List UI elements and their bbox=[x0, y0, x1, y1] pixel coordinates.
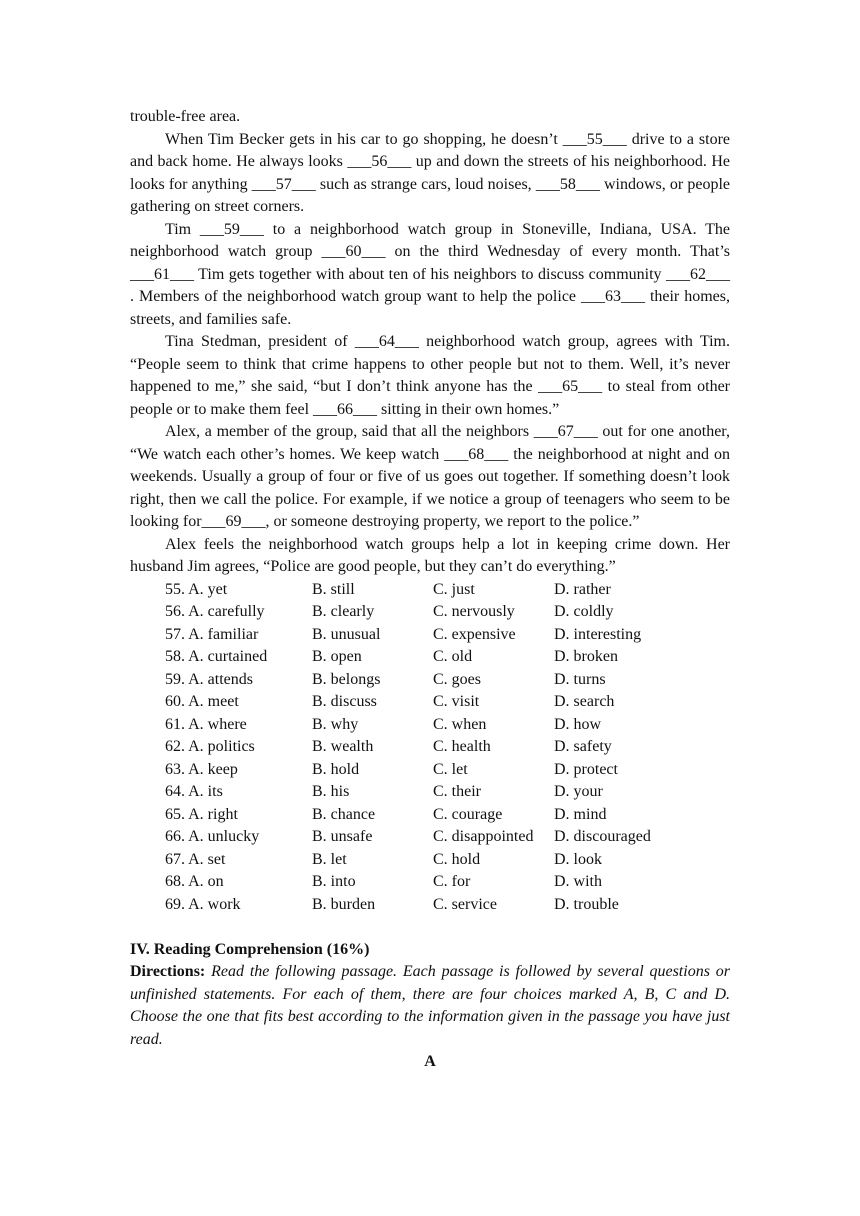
option-d: D. turns bbox=[554, 670, 606, 688]
option-c: C. nervously bbox=[433, 603, 515, 620]
option-a: 59. A. attends bbox=[165, 670, 253, 688]
directions-label: Directions: bbox=[130, 963, 206, 980]
option-c: C. courage bbox=[433, 805, 503, 823]
option-a: 68. A. on bbox=[165, 873, 224, 890]
option-b: B. open bbox=[312, 648, 362, 665]
option-c: C. expensive bbox=[433, 625, 516, 643]
option-d: D. mind bbox=[554, 805, 607, 823]
option-b: B. burden bbox=[312, 895, 376, 913]
option-d: D. search bbox=[554, 693, 615, 710]
option-c: C. disappointed bbox=[433, 828, 534, 845]
option-b: B. chance bbox=[312, 805, 376, 823]
option-a: 63. A. keep bbox=[165, 760, 238, 778]
option-d: D. with bbox=[554, 873, 602, 890]
option-c: C. health bbox=[433, 738, 491, 755]
option-c: C. when bbox=[433, 715, 487, 733]
option-row bbox=[165, 871, 694, 894]
option-a: 61. A. where bbox=[165, 715, 247, 733]
options-table bbox=[165, 579, 694, 917]
spacer bbox=[130, 916, 730, 939]
passage-paragraph-4: Alex, a member of the group, said that all the neighbors ___67___ out for one another, “We watch each other’s homes. We keep watch ___68___ the neighborhood at night and on weekends. Usually a group of four or five of us goes out together. If something doesn’t look right, then we call the police. For example, if we notice a group of teenagers who seem to be looking for___69___, or someone destroying property, we report to the police.” bbox=[130, 423, 730, 530]
option-b: B. wealth bbox=[312, 738, 374, 755]
option-b: B. into bbox=[312, 873, 356, 890]
option-row bbox=[165, 669, 694, 692]
option-row bbox=[165, 849, 694, 872]
option-c: C. hold bbox=[433, 850, 481, 868]
option-b: B. why bbox=[312, 715, 359, 733]
option-c: C. their bbox=[433, 783, 481, 800]
option-c: C. visit bbox=[433, 693, 480, 710]
option-row bbox=[165, 804, 694, 827]
option-c: C. goes bbox=[433, 670, 481, 688]
option-c: C. let bbox=[433, 760, 468, 778]
option-d: D. your bbox=[554, 783, 603, 800]
option-b: B. unusual bbox=[312, 625, 381, 643]
passage-paragraph-2: Tim ___59___ to a neighborhood watch group in Stoneville, Indiana, USA. The neighborhood watch group ___60___ on the third Wednesday of every month. That’s ___61___ Tim gets together with about ten of his neighbors to discuss community ___62___ . Members of the neighborhood watch group want to help the police ___63___ their homes, streets, and families safe. bbox=[130, 220, 730, 328]
option-a: 60. A. meet bbox=[165, 693, 239, 710]
option-b: B. clearly bbox=[312, 603, 375, 620]
option-d: D. coldly bbox=[554, 603, 614, 620]
option-row bbox=[165, 736, 694, 759]
option-a: 55. A. yet bbox=[165, 580, 228, 598]
option-a: 62. A. politics bbox=[165, 738, 255, 755]
option-d: D. protect bbox=[554, 760, 618, 778]
option-d: D. broken bbox=[554, 648, 618, 665]
option-row bbox=[165, 601, 694, 624]
option-row bbox=[165, 781, 694, 804]
option-b: B. unsafe bbox=[312, 828, 373, 845]
option-c: C. for bbox=[433, 873, 471, 890]
option-row bbox=[165, 691, 694, 714]
option-row bbox=[165, 624, 694, 647]
directions-text: Read the following passage. Each passage is followed by several questions or unfinished statements. For each of them, there are four choices marked A, B, C and D. Choose the one that fits best according to the information given in the passage you have just read. bbox=[130, 963, 730, 1048]
option-row bbox=[165, 894, 694, 917]
option-d: D. interesting bbox=[554, 625, 642, 643]
option-d: D. how bbox=[554, 715, 602, 733]
option-b: B. hold bbox=[312, 760, 360, 778]
option-row bbox=[165, 714, 694, 737]
option-row bbox=[165, 646, 694, 669]
option-b: B. still bbox=[312, 580, 355, 598]
option-b: B. belongs bbox=[312, 670, 381, 688]
option-a: 56. A. carefully bbox=[165, 603, 265, 620]
option-d: D. safety bbox=[554, 738, 612, 755]
passage-paragraph-0: trouble-free area. bbox=[130, 108, 241, 125]
option-d: D. discouraged bbox=[554, 828, 651, 845]
option-row bbox=[165, 579, 694, 602]
part-title: A bbox=[424, 1053, 436, 1070]
option-a: 67. A. set bbox=[165, 850, 226, 868]
option-d: D. look bbox=[554, 850, 602, 868]
passage-paragraph-1: When Tim Becker gets in his car to go shopping, he doesn’t ___55___ drive to a store and back home. He always looks ___56___ up and down the streets of his neighborhood. He looks for anything ___57___ such as strange cars, loud noises, ___58___ windows, or people gathering on street corners. bbox=[130, 130, 730, 215]
option-a: 64. A. its bbox=[165, 783, 223, 800]
option-row bbox=[165, 759, 694, 782]
option-c: C. service bbox=[433, 895, 497, 913]
option-a: 57. A. familiar bbox=[165, 625, 259, 643]
option-row bbox=[165, 826, 694, 849]
passage-paragraph-5: Alex feels the neighborhood watch groups help a lot in keeping crime down. Her husband Jim agrees, “Police are good people, but they can’t do everything.” bbox=[130, 535, 730, 575]
option-a: 66. A. unlucky bbox=[165, 828, 260, 845]
option-b: B. discuss bbox=[312, 693, 377, 710]
option-d: D. rather bbox=[554, 580, 611, 598]
section-heading: IV. Reading Comprehension (16%) bbox=[130, 940, 370, 958]
option-b: B. let bbox=[312, 850, 347, 868]
passage-paragraph-3: Tina Stedman, president of ___64___ neighborhood watch group, agrees with Tim. “People seem to think that crime happens to other people but not to them. Well, it’s never happened to me,” she said, “but I don’t think anyone has the ___65___ to steal from other people or to make them feel ___66___ sitting in their own homes.” bbox=[130, 333, 730, 418]
document-page bbox=[130, 106, 730, 1074]
option-c: C. just bbox=[433, 580, 475, 598]
option-d: D. trouble bbox=[554, 895, 619, 913]
option-b: B. his bbox=[312, 783, 350, 800]
option-a: 58. A. curtained bbox=[165, 648, 268, 665]
option-c: C. old bbox=[433, 648, 473, 665]
option-a: 69. A. work bbox=[165, 895, 241, 913]
option-a: 65. A. right bbox=[165, 805, 238, 823]
directions bbox=[130, 961, 730, 1051]
